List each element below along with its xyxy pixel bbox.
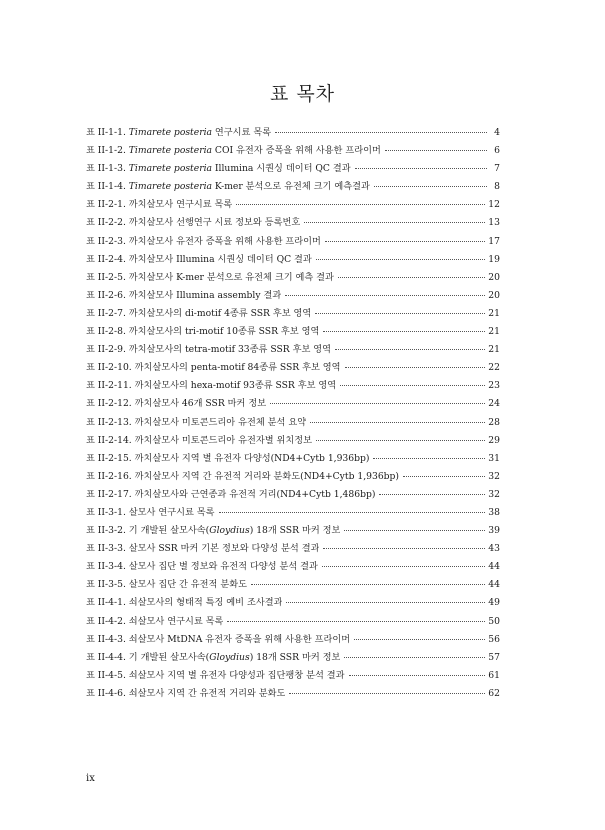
toc-entry-title-text: 표 II-4-3. 쇠살모사 MtDNA 유전자 증폭을 위해 사용한 프라이머: [86, 633, 351, 645]
toc-entry-title: [86, 667, 345, 681]
toc-entry-title-text: 표 II-2-16. 까치살모사 지역 간 유전적 거리와 분화도(ND4+Cytb 1,936bp): [86, 470, 400, 482]
dot-leader: [379, 494, 485, 495]
toc-entry-title-text: 표 II-2-5. 까치살모사 K-mer 분석으로 유전체 크기 예측 결과: [86, 271, 334, 283]
toc-entry-page-number: 12: [488, 199, 500, 211]
toc-entry[interactable]: [86, 269, 500, 287]
toc-entry-title: [86, 486, 375, 500]
toc-entry-title-text: 표 II-2-14. 까치살모사 미토콘드리아 유전자별 위치정보: [86, 434, 313, 446]
toc-entry-title: [86, 613, 223, 627]
toc-entry-title-text: 표 II-2-2. 까치살모사 선행연구 시료 정보와 등록번호: [86, 217, 301, 229]
toc-entry-page-number: 32: [488, 488, 500, 500]
toc-entry[interactable]: [86, 667, 500, 685]
dot-leader: [219, 512, 486, 513]
toc-entry-page-number: 19: [488, 253, 500, 265]
dot-leader: [289, 693, 485, 694]
toc-entry-species-name: Gloydius: [209, 525, 250, 537]
toc-entry-title-suffix: 연구시료 목록: [212, 127, 272, 138]
dot-leader: [344, 530, 485, 531]
toc-entry[interactable]: [86, 287, 500, 305]
dot-leader: [227, 621, 485, 622]
toc-entry-page-number: 20: [488, 289, 500, 301]
toc-entry-page-number: 29: [488, 434, 500, 446]
toc-entry-page-number: 32: [488, 470, 500, 482]
toc-entry[interactable]: [86, 414, 500, 432]
toc-entry-page-number: 39: [488, 525, 500, 537]
toc-entry-title-text: 표 II-2-11. 까치살모사의 hexa-motif 93종류 SSR 후보 영역: [86, 380, 337, 392]
dot-leader: [374, 186, 487, 187]
toc-entry-title-text: 표 II-1-1.: [86, 127, 129, 138]
toc-entry-page-number: 21: [488, 326, 500, 338]
toc-entry-page-number: 43: [488, 543, 500, 555]
toc-entry-title: [86, 522, 340, 536]
table-of-contents-list: [86, 124, 500, 703]
toc-entry-page-number: 8: [494, 181, 500, 193]
toc-entry-title-text: 표 II-4-6. 쇠살모사 지역 간 유전적 거리와 분화도: [86, 687, 286, 699]
toc-entry-page-number: 7: [494, 163, 500, 175]
toc-entry[interactable]: [86, 558, 500, 576]
toc-entry-title: [86, 540, 319, 554]
toc-entry-title-text: 표 II-2-15. 까치살모사 지역 별 유전자 다양성(ND4+Cytb 1,936bp): [86, 452, 370, 464]
toc-entry-page-number: 44: [488, 561, 500, 573]
toc-entry[interactable]: [86, 323, 500, 341]
toc-entry[interactable]: [86, 432, 500, 450]
toc-entry-title-suffix: ) 18개 SSR 마커 정보: [249, 651, 341, 663]
toc-entry-title: [86, 685, 285, 699]
toc-entry-page-number: 50: [488, 615, 500, 627]
dot-leader: [285, 295, 485, 296]
toc-entry-page-number: 61: [488, 669, 500, 681]
toc-entry-title-text: 표 II-4-2. 쇠살모사 연구시료 목록: [86, 615, 224, 627]
dot-leader: [286, 602, 485, 603]
toc-entry-title-text: 표 II-4-5. 쇠살모사 지역 별 유전자 다양성과 집단팽창 분석 결과: [86, 669, 345, 681]
toc-entry[interactable]: [86, 142, 500, 160]
toc-entry[interactable]: [86, 649, 500, 667]
toc-entry-title-text: 표 II-3-1. 살모사 연구시료 목록: [86, 506, 215, 518]
dot-leader: [323, 331, 485, 332]
toc-entry-title: [86, 414, 306, 428]
dot-leader: [323, 548, 485, 549]
toc-entry-title-text: 표 II-2-8. 까치살모사의 tri-motif 10종류 SSR 후보 영역: [86, 326, 320, 338]
toc-entry-page-number: 62: [488, 687, 500, 699]
toc-entry-title: [86, 558, 318, 572]
toc-entry-title: [86, 432, 312, 446]
toc-entry[interactable]: [86, 214, 500, 232]
toc-entry-page-number: 6: [494, 145, 500, 157]
page-number: ix: [86, 773, 95, 784]
toc-entry[interactable]: [86, 359, 500, 377]
toc-entry-species-name: Timarete posteria: [128, 145, 212, 157]
toc-entry-title-text: 표 II-4-1. 쇠살모사의 형태적 특징 예비 조사결과: [86, 597, 283, 609]
toc-entry-title: [86, 649, 340, 663]
toc-entry[interactable]: [86, 178, 500, 196]
dot-leader: [373, 458, 485, 459]
toc-entry-title: [86, 468, 399, 482]
dot-leader: [316, 259, 485, 260]
toc-entry-title-text: 표 II-2-4. 까치살모사 Illumina 시퀀싱 데이터 QC 결과: [86, 253, 312, 265]
toc-entry-title: [86, 323, 319, 337]
toc-entry-title-text: 표 II-2-1. 까치살모사 연구시료 목록: [86, 199, 233, 211]
toc-entry-page-number: 21: [488, 344, 500, 356]
dot-leader: [344, 657, 485, 658]
toc-entry-title-text: 표 II-2-3. 까치살모사 유전자 증폭을 위해 사용한 프라이머: [86, 235, 321, 247]
toc-entry[interactable]: [86, 395, 500, 413]
toc-entry-title-text: 표 II-3-3. 살모사 SSR 마커 기본 정보와 다양성 분석 결과: [86, 543, 320, 555]
toc-entry-page-number: 17: [488, 235, 500, 247]
toc-entry-species-name: Gloydius: [209, 651, 250, 663]
toc-entry-page-number: 28: [488, 416, 500, 428]
toc-entry-title: [86, 594, 282, 608]
toc-entry-title: [86, 631, 350, 645]
dot-leader: [275, 132, 487, 133]
dot-leader: [335, 349, 485, 350]
toc-entry[interactable]: [86, 341, 500, 359]
toc-entry[interactable]: [86, 613, 500, 631]
toc-entry-title-text: 표 II-3-4. 살모사 집단 별 정보와 유전적 다양성 분석 결과: [86, 561, 318, 573]
toc-entry-title: [86, 359, 341, 373]
toc-entry-title-suffix: COI 유전자 증폭을 위해 사용한 프라이머: [212, 145, 381, 157]
toc-entry-title: [86, 251, 312, 265]
dot-leader: [354, 639, 485, 640]
toc-entry[interactable]: [86, 468, 500, 486]
toc-entry[interactable]: [86, 377, 500, 395]
toc-entry[interactable]: [86, 124, 500, 142]
toc-entry-title: [86, 450, 369, 464]
toc-entry[interactable]: [86, 522, 500, 540]
toc-entry[interactable]: [86, 486, 500, 504]
toc-entry-title: [86, 576, 247, 590]
dot-leader: [338, 277, 485, 278]
dot-leader: [325, 241, 485, 242]
dot-leader: [310, 422, 485, 423]
toc-entry[interactable]: [86, 251, 500, 269]
dot-leader: [315, 313, 485, 314]
toc-entry-title-text: 표 II-2-12. 까치살모사 46개 SSR 마커 정보: [86, 398, 267, 410]
toc-entry-title-text: 표 II-2-6. 까치살모사 Illumina assembly 결과: [86, 289, 282, 301]
toc-entry-title: [86, 287, 281, 301]
toc-entry[interactable]: [86, 504, 500, 522]
toc-entry-title-suffix: Illumina 시퀀싱 데이터 QC 결과: [212, 163, 351, 175]
toc-entry[interactable]: [86, 594, 500, 612]
dot-leader: [251, 584, 485, 585]
page-title: 표 목차: [269, 82, 336, 105]
dot-leader: [340, 385, 485, 386]
toc-entry-page-number: 13: [488, 217, 500, 229]
toc-entry-title-suffix: K-mer 분석으로 유전체 크기 예측결과: [212, 181, 370, 193]
toc-entry-title-text: 표 II-3-5. 살모사 집단 간 유전적 분화도: [86, 579, 247, 591]
dot-leader: [322, 566, 485, 567]
toc-entry-species-name: Timarete posteria: [128, 127, 212, 138]
toc-entry[interactable]: [86, 305, 500, 323]
dot-leader: [349, 675, 486, 676]
toc-entry-title: [86, 160, 351, 174]
toc-entry-page-number: 44: [488, 579, 500, 591]
toc-entry-page-number: 22: [488, 362, 500, 374]
toc-entry-title-suffix: ) 18개 SSR 마커 정보: [249, 525, 341, 537]
toc-entry-title: [86, 178, 370, 192]
toc-entry[interactable]: [86, 450, 500, 468]
toc-entry-title-text: 표 II-3-2. 기 개발된 살모사속(: [86, 525, 210, 537]
dot-leader: [316, 440, 485, 441]
toc-entry-title: [86, 142, 381, 156]
dot-leader: [236, 204, 485, 205]
toc-entry-title-text: 표 II-1-3.: [86, 163, 129, 175]
toc-entry-page-number: 4: [494, 127, 500, 138]
toc-entry-page-number: 57: [488, 651, 500, 663]
toc-entry-page-number: 49: [488, 597, 500, 609]
toc-entry-title: [86, 214, 300, 228]
toc-entry[interactable]: [86, 160, 500, 178]
toc-entry-title: [86, 269, 334, 283]
toc-entry[interactable]: [86, 233, 500, 251]
toc-entry-page-number: 31: [488, 452, 500, 464]
toc-entry-page-number: 21: [488, 307, 500, 319]
toc-entry-page-number: 24: [488, 398, 500, 410]
toc-entry-species-name: Timarete posteria: [128, 181, 212, 193]
toc-entry-title: [86, 341, 331, 355]
toc-entry-title-text: 표 II-2-17. 까치살모사와 근연종과 유전적 거리(ND4+Cytb 1,486bp): [86, 488, 376, 500]
toc-entry[interactable]: [86, 685, 500, 703]
toc-entry-species-name: Timarete posteria: [128, 163, 212, 175]
toc-entry-title: [86, 504, 215, 518]
toc-entry-title-text: 표 II-2-13. 까치살모사 미토콘드리아 유전체 분석 요약: [86, 416, 307, 428]
toc-entry-title: [86, 395, 266, 409]
toc-entry-page-number: 56: [488, 633, 500, 645]
toc-entry-page-number: 38: [488, 506, 500, 518]
toc-entry-page-number: 23: [488, 380, 500, 392]
dot-leader: [345, 367, 486, 368]
toc-entry-title-text: 표 II-2-10. 까치살모사의 penta-motif 84종류 SSR 후보 영역: [86, 362, 341, 374]
toc-entry[interactable]: [86, 631, 500, 649]
toc-entry-title: [86, 377, 336, 391]
toc-entry[interactable]: [86, 540, 500, 558]
toc-entry[interactable]: [86, 576, 500, 594]
toc-entry-title: [86, 305, 311, 319]
toc-entry-title-text: 표 II-2-7. 까치살모사의 di-motif 4종류 SSR 후보 영역: [86, 307, 312, 319]
toc-entry-title-text: 표 II-2-9. 까치살모사의 tetra-motif 33종류 SSR 후보 영역: [86, 344, 332, 356]
toc-entry-title-text: 표 II-4-4. 기 개발된 살모사속(: [86, 651, 210, 663]
dot-leader: [385, 150, 487, 151]
toc-entry-page-number: 20: [488, 271, 500, 283]
toc-entry-title-text: 표 II-1-4.: [86, 181, 129, 193]
dot-leader: [304, 222, 485, 223]
toc-entry-title: [86, 196, 232, 210]
toc-entry-title: [86, 233, 321, 247]
dot-leader: [403, 476, 485, 477]
toc-entry-title: [86, 124, 271, 138]
toc-entry[interactable]: [86, 196, 500, 214]
dot-leader: [270, 403, 485, 404]
dot-leader: [355, 168, 487, 169]
toc-entry-title-text: 표 II-1-2.: [86, 145, 129, 157]
